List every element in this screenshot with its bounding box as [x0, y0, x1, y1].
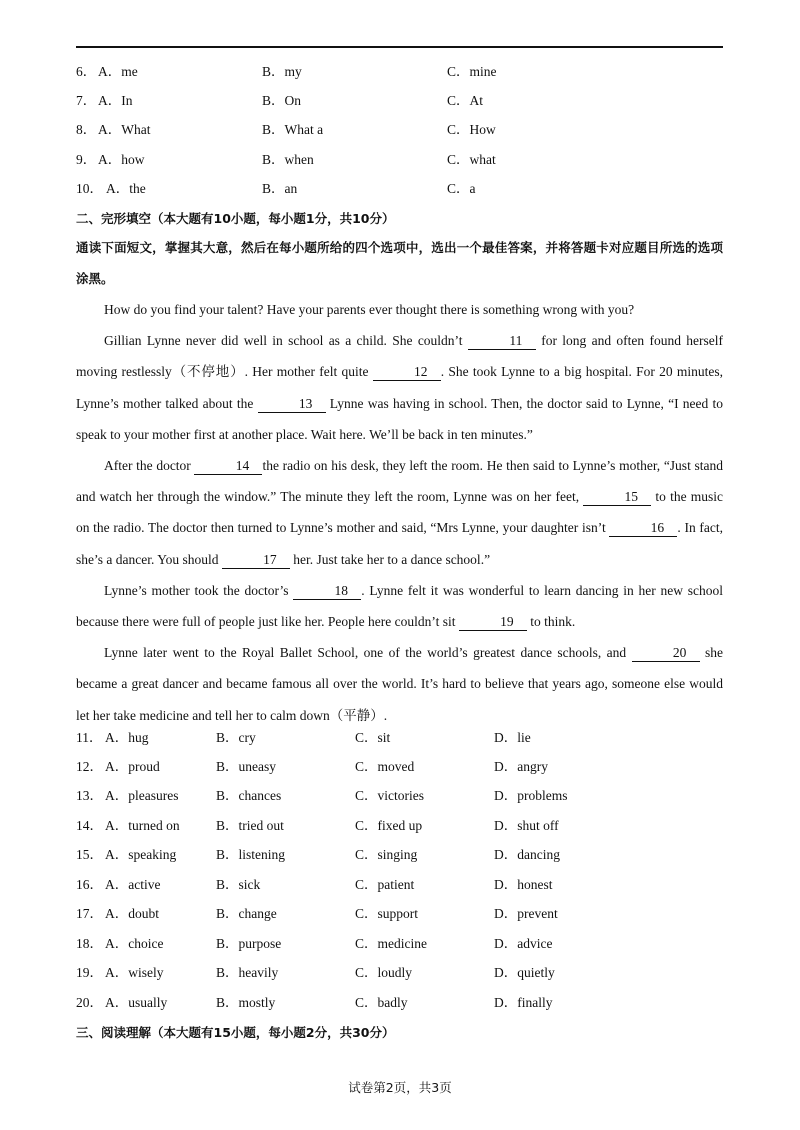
passage-text: she became a great dancer and became famous all over the world. It’s hard to believe that years ago, someone else would let her take medicine and tell her to calm down（平静）. [76, 645, 724, 723]
option-a: A．pleasures [105, 788, 179, 803]
option-a: A．In [98, 93, 133, 108]
passage-paragraph-4 [76, 575, 723, 637]
passage-text: Gillian Lynne never did well in school as a child. She couldn’t [104, 333, 468, 349]
cloze-passage [76, 294, 723, 731]
page-footer: 试卷第2页，共3页 [348, 1080, 452, 1095]
question-number: 6． [76, 64, 97, 79]
question-number: 11． [76, 730, 103, 745]
passage-text: . Lynne felt it was wonderful to learn dancing in her new school because there were full of people just like her. People here couldn’t sit [76, 582, 724, 630]
question-number: 18． [76, 936, 103, 951]
option-d: D．shut off [494, 818, 559, 833]
passage-text: . She took Lynne to a big hospital. For 20 minutes, Lynne’s mother talked about the [76, 364, 723, 411]
option-d: D．problems [494, 788, 568, 803]
option-d: D．quietly [494, 965, 555, 980]
option-b: B．listening [216, 847, 286, 862]
question-number: 12． [76, 759, 103, 774]
option-a: A．the [106, 181, 146, 196]
option-a: A．wisely [105, 965, 164, 980]
section-3-heading: 三、阅读理解（本大题有15小题，每小题2分，共30分） [76, 1025, 395, 1040]
blank-18: 18 [293, 583, 361, 600]
option-a: A．speaking [105, 847, 177, 862]
option-a: A．me [98, 64, 138, 79]
option-c: C．badly [355, 995, 408, 1010]
option-c: C．victories [355, 788, 424, 803]
option-b: B．my [262, 64, 302, 79]
option-c: C．loudly [355, 965, 413, 980]
blank-11: 11 [468, 333, 536, 350]
blank-20: 20 [632, 645, 700, 662]
option-a: A．active [105, 877, 161, 892]
question-number: 15． [76, 847, 103, 862]
option-c: C．moved [355, 759, 415, 774]
option-a: A．What [98, 122, 151, 137]
option-c: C．medicine [355, 936, 427, 951]
blank-12: 12 [373, 364, 441, 381]
question-number: 16． [76, 877, 103, 892]
section-2-instruction: 通读下面短文，掌握其大意，然后在每小题所给的四个选项中，选出一个最佳答案，并将答题卡对应题目所选的选项涂黑。 [76, 240, 723, 286]
question-number: 19． [76, 965, 103, 980]
option-c: C．support [355, 906, 419, 921]
option-b: B．On [262, 93, 302, 108]
option-b: B．purpose [216, 936, 282, 951]
question-number: 7． [76, 93, 97, 108]
option-d: D．dancing [494, 847, 560, 862]
option-d: D．lie [494, 730, 531, 745]
option-d: D．finally [494, 995, 553, 1010]
option-c: C．How [447, 122, 496, 137]
blank-16: 16 [609, 520, 677, 537]
question-number: 14． [76, 818, 103, 833]
option-b: B．sick [216, 877, 261, 892]
option-a: A．proud [105, 759, 160, 774]
passage-paragraph-3 [76, 450, 723, 575]
passage-text: to think. [526, 614, 576, 630]
passage-text: . In fact, she’s a dancer. You should [76, 520, 723, 567]
question-number: 9． [76, 152, 97, 167]
option-c: C．singing [355, 847, 418, 862]
passage-text: Lynne later went to the Royal Ballet School, one of the world’s greatest dance schools, and [104, 645, 632, 661]
option-c: C．fixed up [355, 818, 423, 833]
passage-text: After the doctor [104, 458, 195, 474]
passage-text: for long and often found herself moving restlessly（不停地）. Her mother felt quite [76, 333, 723, 380]
blank-17: 17 [222, 552, 290, 569]
option-b: B．an [262, 181, 298, 196]
header-rule [76, 46, 723, 48]
option-a: A．doubt [105, 906, 159, 921]
option-c: C．At [447, 93, 484, 108]
option-b: B．cry [216, 730, 256, 745]
option-c: C．sit [355, 730, 391, 745]
question-number: 13． [76, 788, 103, 803]
option-c: C．what [447, 152, 496, 167]
question-number: 17． [76, 906, 103, 921]
passage-text: Lynne’s mother took the doctor’s [104, 582, 294, 598]
option-a: A．hug [105, 730, 149, 745]
question-number: 8． [76, 122, 97, 137]
passage-text: her. Just take her to a dance school.” [289, 551, 491, 567]
option-d: D．advice [494, 936, 553, 951]
option-b: B．heavily [216, 965, 279, 980]
passage-paragraph-5 [76, 637, 723, 731]
passage-text: Lynne was having in school. Then, the doctor said to Lynne, “I need to speak to your mother first at another place. Wait here. We’ll be back in ten minutes.” [76, 395, 723, 442]
blank-19: 19 [459, 614, 527, 631]
option-b: B．What a [262, 122, 324, 137]
option-b: B．tried out [216, 818, 284, 833]
option-d: D．honest [494, 877, 553, 892]
option-b: B．when [262, 152, 314, 167]
passage-paragraph-1: How do you find your talent? Have your parents ever thought there is something wrong with you? [104, 302, 635, 317]
blank-15: 15 [583, 489, 651, 506]
option-b: B．uneasy [216, 759, 276, 774]
question-number: 20． [76, 995, 103, 1010]
blank-13: 13 [258, 396, 326, 413]
option-a: A．how [98, 152, 145, 167]
option-a: A．turned on [105, 818, 180, 833]
option-b: B．chances [216, 788, 282, 803]
passage-text: to the music on the radio. The doctor then turned to Lynne’s mother and said, “Mrs Lynne, your daughter isn’t [76, 489, 723, 536]
passage-text: the radio on his desk, they left the room. He then said to Lynne’s mother, “Just stand and watch her through the window.” The minute they left the room, Lynne was on her feet, [76, 458, 723, 505]
option-a: A．choice [105, 936, 164, 951]
question-number: 10． [76, 181, 103, 196]
option-d: D．prevent [494, 906, 558, 921]
option-b: B．mostly [216, 995, 276, 1010]
option-b: B．change [216, 906, 277, 921]
option-a: A．usually [105, 995, 168, 1010]
option-c: C．a [447, 181, 476, 196]
blank-14: 14 [194, 458, 262, 475]
passage-paragraph-2 [76, 325, 723, 450]
section-2-heading: 二、完形填空（本大题有10小题，每小题1分，共10分） [76, 211, 395, 226]
option-c: C．mine [447, 64, 497, 79]
option-c: C．patient [355, 877, 415, 892]
option-d: D．angry [494, 759, 548, 774]
